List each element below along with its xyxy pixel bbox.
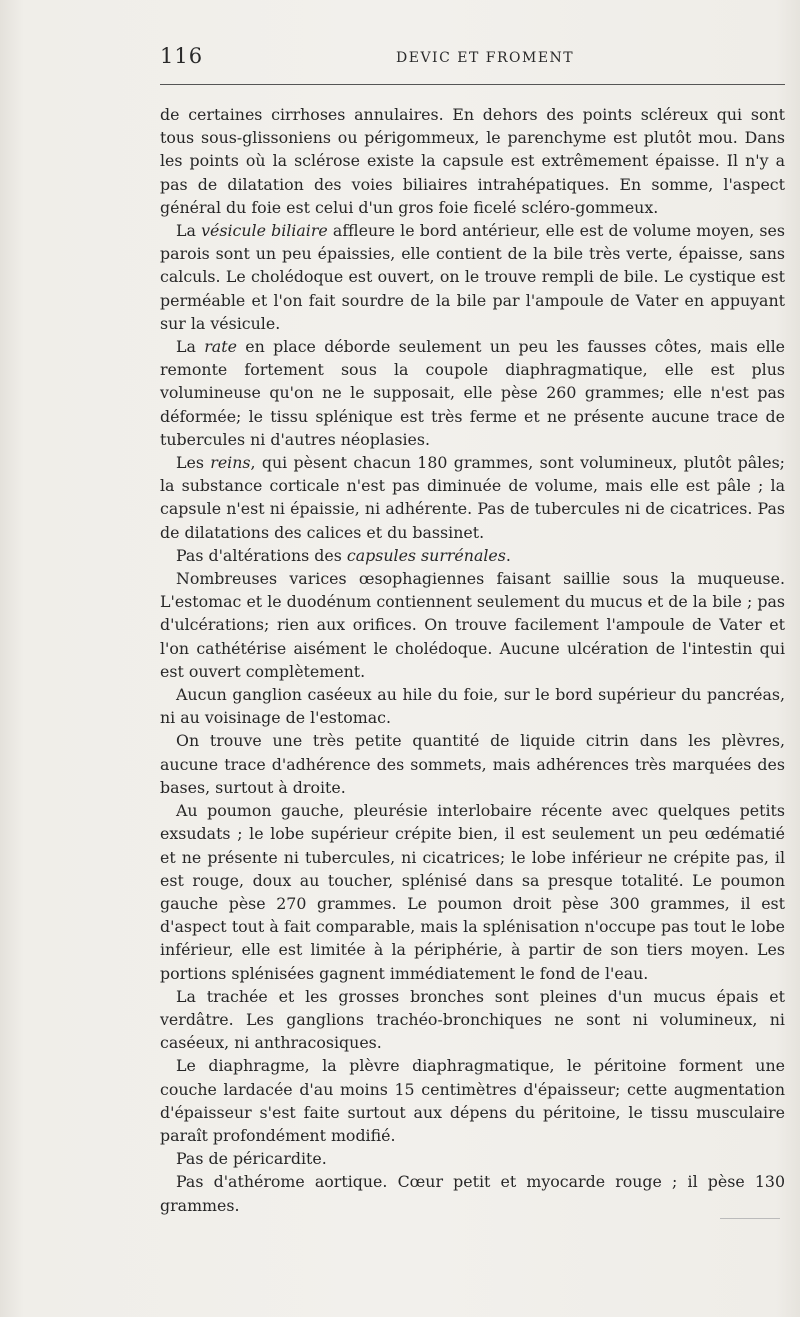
page-header [160,44,785,74]
paragraph [160,683,785,729]
italic-term: rate [204,337,237,357]
text-run: Les [176,453,211,473]
paragraph [160,219,785,335]
text-run: Au poumon gauche, pleurésie interlobaire récente avec quelques petits exsudats ; le lobe supérieur crépite bien, il est seulement un peu œdématié et ne présente ni tubercules, ni cicatrices; le lobe inférieur ne crépite pas, il est rouge, doux au toucher, splénisé dans sa presque totalité. Le poumon gauche pèse 270 grammes. Le poumon droit pèse 300 grammes, il est d'aspect tout à fait comparable, mais la splénisation n'occupe pas tout le lobe inférieur, elle est limitée à la périphérie, à partir de son tiers moyen. Les portions splénisées gagnent immédiatement le fond de l'eau. [160,801,785,983]
text-run: On trouve une très petite quantité de liquide citrin dans les plèvres, aucune trace d'adhérence des sommets, mais adhérences très marquées des bases, surtout à droite. [160,731,785,797]
text-run: affleure le bord antérieur, elle est de volume moyen, ses parois sont un peu épaissies, elle contient de la bile très verte, épaisse, sans calculs. Le cholédoque est ouvert, on le trouve rempli de bile. Le cystique est perméable et l'on fait sourdre de la bile par l'ampoule de Vater en appuyant sur la vésicule. [160,221,785,333]
text-run: Pas de péricardite. [176,1149,327,1169]
text-run: de certaines cirrhoses annulaires. En dehors des points scléreux qui sont tous sous-glissoniens ou périgommeux, le parenchyme est plutôt mou. Dans les points où la sclérose existe la capsule est extrêmement épaisse. Il n'y a pas de dilatation des voies biliaires intrahépatiques. En somme, l'aspect général du foie est celui d'un gros foie ficelé scléro-gommeux. [160,105,785,217]
body-text [160,103,785,1217]
text-run: , qui pèsent chacun 180 grammes, sont volumineux, plutôt pâles; la substance corticale n'est pas diminuée de volume, mais elle est pâle ; la capsule n'est ni épaissie, ni adhérente. Pas de tubercules ni de cicatrices. Pas de dilatations des calices et du bassinet. [160,453,785,542]
text-run: Pas d'altérations des [176,545,347,565]
paragraph [160,729,785,799]
paragraph [160,103,785,219]
paragraph [160,335,785,451]
text-run: Nombreuses varices œsophagiennes faisant saillie sous la muqueuse. L'estomac et le duodénum contiennent seulement du mucus et de la bile ; pas d'ulcérations; rien aux orifices. On trouve facilement l'ampoule de Vater et l'on cathétérise aisément le cholédoque. Aucune ulcération de l'intestin qui est ouvert complètement. [160,569,785,681]
paragraph [160,567,785,683]
text-run: Le diaphragme, la plèvre diaphragmatique, le péritoine forment une couche lardacée d'au moins 15 centimètres d'épaisseur; cette augmentation d'épaisseur s'est faite surtout aux dépens du péritoine, le tissu musculaire paraît profondément modifié. [160,1056,785,1145]
running-head: DEVIC ET FROMENT [396,50,575,66]
page-number: 116 [160,44,204,68]
text-run: La [176,337,205,357]
paragraph [160,544,785,567]
paragraph [160,451,785,544]
header-rule [160,84,785,85]
footer-rule [720,1218,780,1219]
text-run: La trachée et les grosses bronches sont pleines d'un mucus épais et verdâtre. Les ganglions trachéo-bronchiques ne sont ni volumineux, ni caséeux, ni anthracosiques. [160,986,785,1053]
text-run: Aucun ganglion caséeux au hile du foie, sur le bord supérieur du pancréas, ni au voisinage de l'estomac. [160,685,785,728]
paragraph [160,985,785,1055]
italic-term: reins [210,453,251,473]
text-run: en place déborde seulement un peu les fausses côtes, mais elle remonte fortement sous la coupole diaphragmatique, elle est plus volumineuse qu'on ne le supposait, elle pèse 260 grammes; elle n'est pas déformée; le tissu splénique est très ferme et ne présente aucune trace de tubercules ni d'autres néoplasies. [160,337,785,449]
paragraph [160,1170,785,1216]
italic-term: vésicule biliaire [201,221,328,241]
paragraph [160,1054,785,1147]
text-run: Pas d'athérome aortique. Cœur petit et myocarde rouge ; il pèse 130 grammes. [160,1172,785,1215]
text-run: La [176,221,202,241]
text-run: . [505,545,511,565]
italic-term: capsules surrénales [346,545,506,565]
paragraph [160,799,785,985]
paragraph [160,1147,785,1170]
